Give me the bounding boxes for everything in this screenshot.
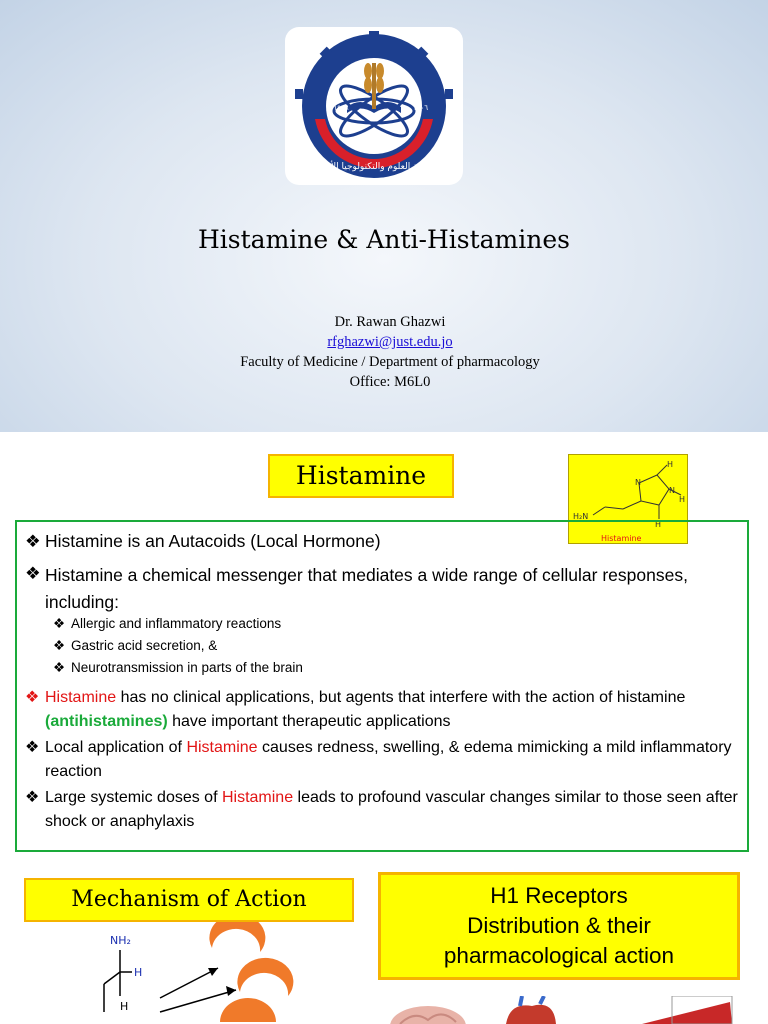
diamond-bullet-icon: ❖ <box>25 739 40 756</box>
bullet-3-mid: has no clinical applications, but agents that interfere with the action of histamine <box>116 689 686 706</box>
diamond-bullet-icon: ❖ <box>53 638 66 653</box>
molecule-amine: NH₂ <box>110 934 131 947</box>
struct-atom-h-bottom: H <box>655 520 662 529</box>
author-name: Dr. Rawan Ghazwi <box>334 314 446 330</box>
email-link[interactable]: rfghazwi@just.edu.jo <box>327 334 453 350</box>
bullet-5-start: Large systemic doses of <box>45 789 222 806</box>
logo-arabic-text: جامعة العلوم والتكنولوجيا الأردنية <box>312 162 436 172</box>
struct-label: Histamine <box>601 534 642 543</box>
blood-vessel-icon <box>642 1002 732 1024</box>
h1-title-line-2: Distribution & their <box>467 913 651 938</box>
mechanism-diagram <box>40 922 310 1024</box>
diamond-bullet-icon: ❖ <box>25 563 41 583</box>
bullet-3-end: have important therapeutic applications <box>167 713 451 730</box>
bullet-1-text: Histamine is an Autacoids (Local Hormone) <box>45 531 381 551</box>
histamine-title: Histamine <box>268 454 454 498</box>
h1-title-line-1: H1 Receptors <box>490 883 628 908</box>
faculty-line: Faculty of Medicine / Department of pharmacology <box>240 354 540 370</box>
diamond-bullet-icon: ❖ <box>25 689 40 706</box>
mechanism-title: Mechanism of Action <box>24 878 354 922</box>
bullet-2-text: Histamine a chemical messenger that mediates a wide range of cellular responses, including: <box>45 565 688 612</box>
sub-bullet-2-text: Gastric acid secretion, & <box>71 638 218 653</box>
histamine-highlight: Histamine <box>186 739 258 756</box>
histamine-content-box <box>15 520 749 852</box>
university-logo <box>285 27 463 185</box>
sub-bullet-1-text: Allergic and inflammatory reactions <box>71 616 282 631</box>
title-slide <box>0 0 768 432</box>
molecule-h-right: H <box>134 966 143 979</box>
presentation-title: Histamine & Anti-Histamines <box>198 225 570 254</box>
bullet-5-end: leads to profound vascular changes similar to those seen after shock or anaphylaxis <box>45 789 738 830</box>
bullet-4-start: Local application of <box>45 739 187 756</box>
diamond-bullet-icon: ❖ <box>53 660 66 675</box>
diamond-bullet-icon: ❖ <box>53 616 66 631</box>
diamond-bullet-icon: ❖ <box>25 531 41 551</box>
struct-atom-n1: N <box>635 478 641 487</box>
heart-icon <box>506 1005 556 1024</box>
h2-receptor-shape <box>237 958 293 996</box>
receptor-shape <box>220 998 276 1022</box>
struct-atom-h-top: H <box>667 460 674 469</box>
bullet-4-end: causes redness, swelling, & edema mimicking a mild inflammatory reaction <box>45 739 732 780</box>
h1-title-line-3: pharmacological action <box>443 943 675 968</box>
diamond-bullet-icon: ❖ <box>25 789 40 806</box>
h2-receptor-label: H₂ <box>268 975 284 989</box>
logo-year-right: ١٤٠٦ هـ <box>405 104 429 112</box>
organ-illustrations <box>380 996 768 1024</box>
struct-atom-h-right: H <box>679 495 686 504</box>
office-line: Office: M6L0 <box>349 374 431 390</box>
sub-bullet-3-text: Neurotransmission in parts of the brain <box>71 660 303 675</box>
histamine-highlight: Histamine <box>221 789 294 806</box>
molecule-h-bottom: H <box>120 1000 129 1013</box>
bullet-5-text <box>45 786 745 834</box>
histamine-slide <box>0 432 768 864</box>
struct-amine: H₂N <box>573 512 589 521</box>
histamine-highlight: Histamine <box>45 689 117 706</box>
logo-year-left: ١٩٨٦ م <box>327 104 349 112</box>
struct-atom-n2: N <box>669 486 675 495</box>
bullet-4-text <box>45 736 745 784</box>
h1-receptor-label: H₁ <box>236 931 252 945</box>
author-info <box>0 312 768 392</box>
mechanism-slide <box>0 864 768 1024</box>
bullet-3-text <box>45 686 745 734</box>
antihistamines-highlight: (antihistamines) <box>45 713 168 730</box>
h1-receptors-title <box>378 872 740 980</box>
